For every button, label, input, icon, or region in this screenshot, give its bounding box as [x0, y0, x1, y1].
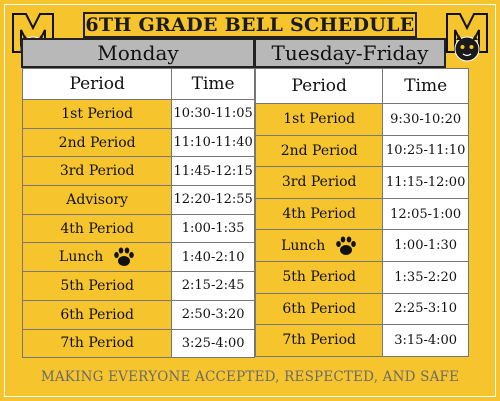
time-cell: 10:25-11:10	[383, 135, 469, 167]
page-title: 6TH GRADE BELL SCHEDULE	[83, 12, 417, 38]
table-row	[23, 300, 255, 329]
period-column-header: Period	[256, 69, 383, 104]
table-row	[256, 325, 469, 357]
table-row	[23, 214, 255, 243]
table-row	[256, 104, 469, 136]
table-row	[23, 100, 255, 129]
time-cell: 1:40-2:10	[172, 243, 255, 272]
period-cell: 3rd Period	[256, 167, 383, 199]
lunch-cell	[256, 230, 383, 262]
time-cell: 12:05-1:00	[383, 198, 469, 230]
time-cell: 10:30-11:05	[172, 100, 255, 129]
time-cell: 1:35-2:20	[383, 261, 469, 293]
time-cell: 12:20-12:55	[172, 186, 255, 215]
table-header-row	[256, 69, 469, 104]
monday-header: Monday	[21, 38, 255, 68]
period-cell: 6th Period	[256, 293, 383, 325]
table-row	[23, 157, 255, 186]
time-cell: 2:50-3:20	[172, 300, 255, 329]
time-cell: 2:25-3:10	[383, 293, 469, 325]
period-cell: 7th Period	[256, 325, 383, 357]
period-cell: 7th Period	[23, 329, 172, 358]
period-cell: 1st Period	[23, 100, 172, 129]
table-row	[23, 329, 255, 358]
tuesday-friday-schedule-table	[255, 68, 469, 357]
table-row	[256, 230, 469, 262]
table-row	[256, 293, 469, 325]
period-cell: 4th Period	[256, 198, 383, 230]
period-cell: 4th Period	[23, 214, 172, 243]
time-cell: 9:30-10:20	[383, 104, 469, 136]
paw-icon	[113, 247, 135, 267]
time-cell: 3:15-4:00	[383, 325, 469, 357]
period-label: Lunch	[59, 249, 104, 266]
period-label: Lunch	[281, 237, 326, 254]
table-row	[23, 186, 255, 215]
panther-m-logo-right	[446, 12, 488, 64]
period-cell: 6th Period	[23, 300, 172, 329]
table-row	[23, 243, 255, 272]
time-cell: 11:10-11:40	[172, 128, 255, 157]
table-row	[256, 135, 469, 167]
period-column-header: Period	[23, 69, 172, 100]
table-row	[256, 198, 469, 230]
tuesday-friday-header: Tuesday-Friday	[254, 38, 446, 68]
time-column-header: Time	[172, 69, 255, 100]
period-cell: 5th Period	[256, 261, 383, 293]
table-header-row	[23, 69, 255, 100]
table-row	[256, 167, 469, 199]
time-cell: 2:15-2:45	[172, 272, 255, 301]
time-cell: 1:00-1:30	[383, 230, 469, 262]
paw-icon	[335, 236, 357, 256]
table-row	[23, 128, 255, 157]
lunch-cell	[23, 243, 172, 272]
period-cell: 2nd Period	[23, 128, 172, 157]
period-cell: Advisory	[23, 186, 172, 215]
period-cell: 5th Period	[23, 272, 172, 301]
motto-footer: MAKING EVERYONE ACCEPTED, RESPECTED, AND SAFE	[40, 369, 460, 385]
time-cell: 11:45-12:15	[172, 157, 255, 186]
table-row	[23, 272, 255, 301]
time-cell: 1:00-1:35	[172, 214, 255, 243]
period-cell: 1st Period	[256, 104, 383, 136]
period-cell: 3rd Period	[23, 157, 172, 186]
table-row	[256, 261, 469, 293]
period-cell: 2nd Period	[256, 135, 383, 167]
time-column-header: Time	[383, 69, 469, 104]
time-cell: 3:25-4:00	[172, 329, 255, 358]
time-cell: 11:15-12:00	[383, 167, 469, 199]
monday-schedule-table	[22, 68, 255, 358]
